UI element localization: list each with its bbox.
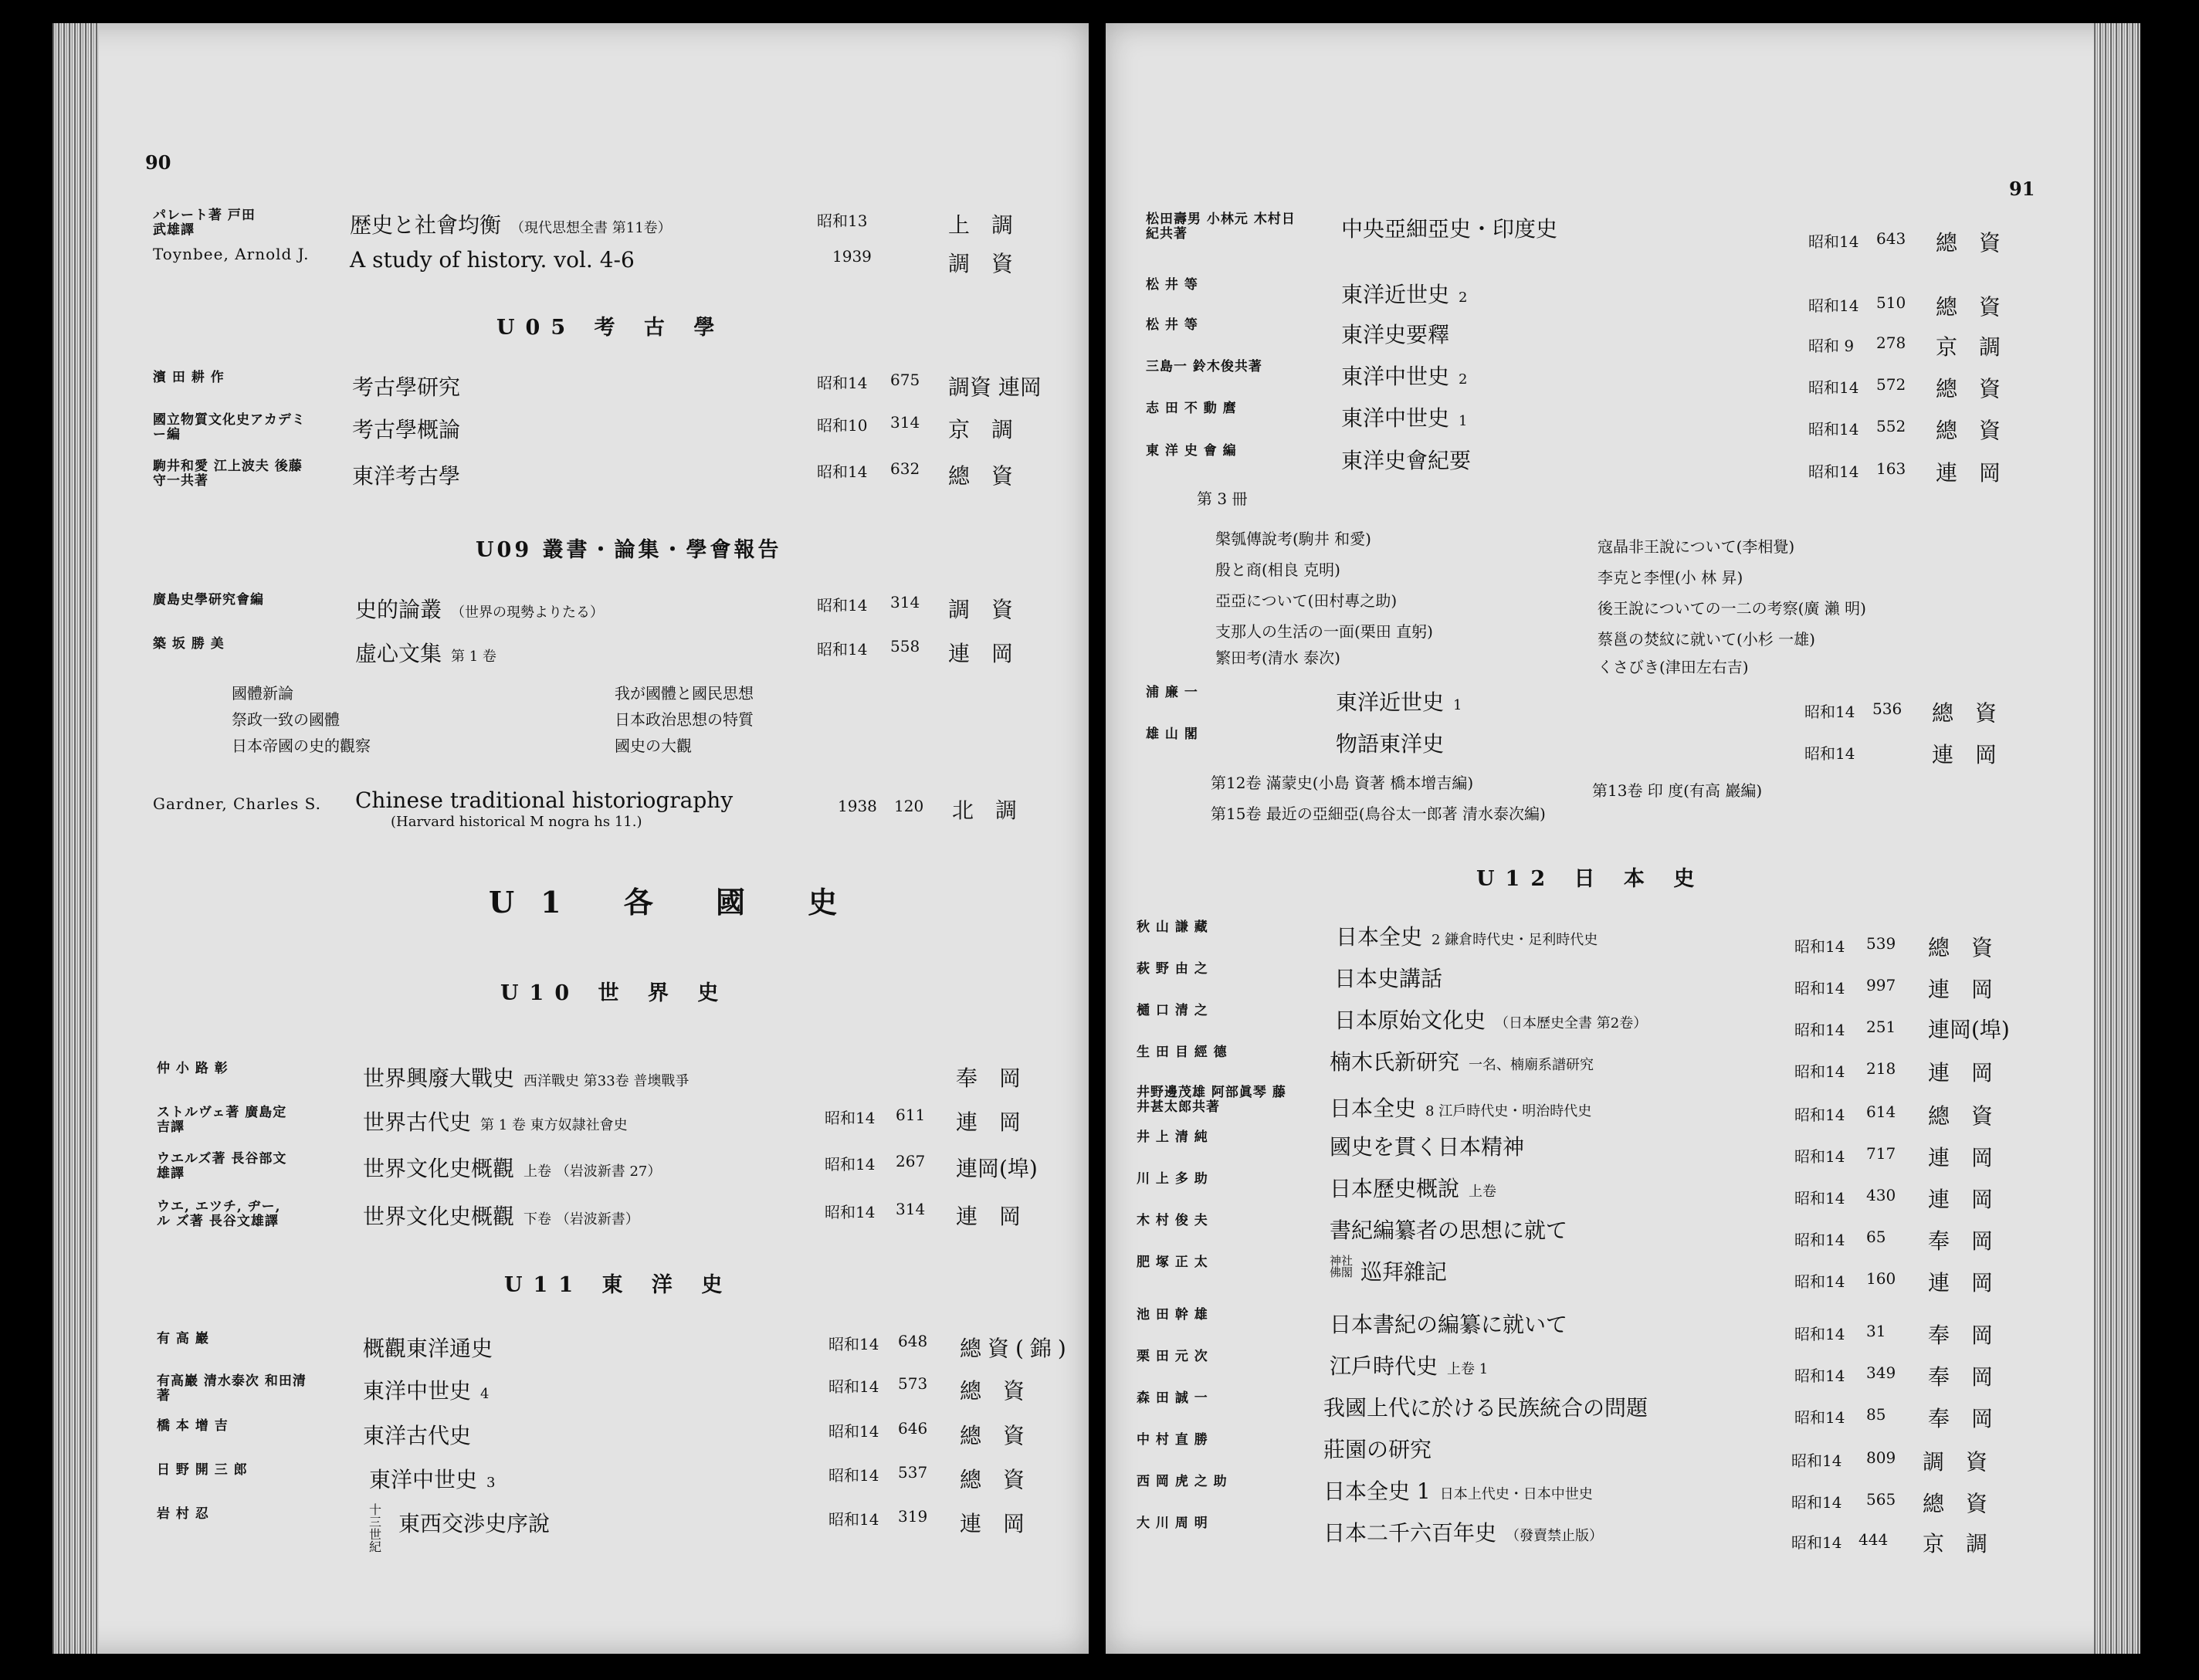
- author: 築 坂 勝 美: [153, 636, 225, 652]
- author: パレート著 戸田武雄譯: [153, 208, 256, 238]
- table-row: [53, 637, 1089, 668]
- table-row: [1106, 212, 2140, 259]
- year: 昭和14: [1794, 1106, 1845, 1124]
- author: 廣島史學研究會編: [153, 592, 264, 608]
- library-code: 京調: [948, 417, 1035, 442]
- pages: 611: [896, 1106, 926, 1124]
- library-code: 總資: [1936, 418, 2023, 443]
- year: 昭和13: [817, 212, 868, 230]
- list-item: 蔡邕の焚紋に就いて(小杉 一雄): [1598, 630, 1815, 649]
- table-row: [53, 1463, 1089, 1494]
- author: 樋 口 清 之: [1137, 1003, 1208, 1018]
- table-row: [1106, 1213, 2140, 1254]
- year: 昭和14: [1794, 1272, 1845, 1291]
- author: 栗 田 元 次: [1137, 1349, 1208, 1364]
- library-code: 奉岡: [1928, 1406, 2015, 1431]
- library-code: 連岡: [956, 1109, 1043, 1135]
- pages: 314: [890, 413, 920, 432]
- table-row: [53, 593, 1089, 624]
- pages: 558: [890, 637, 920, 655]
- subtitle: （世界の現勢よりたる）: [451, 605, 605, 621]
- pages: 997: [1866, 976, 1896, 994]
- pages: 85: [1866, 1405, 1886, 1424]
- author: 國立物質文化史アカデミー編: [153, 412, 306, 442]
- list-item: 第13卷 印 度(有高 巖編): [1592, 781, 1763, 800]
- year: 1939: [832, 247, 872, 266]
- table-row: [1106, 1254, 2140, 1296]
- pages: 267: [896, 1152, 926, 1170]
- year: 昭和14: [828, 1510, 879, 1529]
- title: 楠木氏新研究: [1330, 1049, 1460, 1075]
- title: 日本書紀の編纂に就いて: [1330, 1312, 1568, 1337]
- page-number: 90: [145, 151, 171, 174]
- table-row: [1106, 1003, 2140, 1042]
- title: 東洋近世史: [1341, 282, 1450, 307]
- list-item: 後王說についての一二の考察(廣 瀨 明): [1598, 599, 1866, 618]
- pages: 120: [894, 797, 924, 815]
- title: 日本歷史概說: [1330, 1176, 1460, 1201]
- pages: 675: [890, 371, 920, 389]
- section-heading: U10 世 界 史: [500, 981, 730, 1005]
- library-code: 總資: [1928, 1103, 2015, 1129]
- year: 昭和14: [825, 1203, 876, 1221]
- pages: 510: [1876, 293, 1906, 312]
- year: 昭和10: [817, 416, 868, 435]
- list-item: 寇晶非王說について(李相覺): [1598, 537, 1795, 556]
- year: 昭和14: [817, 640, 868, 659]
- pages: 319: [898, 1507, 928, 1526]
- pages: 565: [1866, 1490, 1896, 1509]
- library-code: 奉岡: [1928, 1228, 2015, 1254]
- table-row: [1106, 277, 2140, 320]
- pages: 536: [1872, 699, 1903, 718]
- section-heading: U09 叢書・論集・學會報告: [476, 538, 782, 562]
- title: 物語東洋史: [1336, 731, 1445, 757]
- list-item: 亞亞について(田村專之助): [1215, 591, 1398, 610]
- table-row: [53, 1152, 1089, 1183]
- library-code: 調資: [948, 597, 1035, 622]
- section-heading: U11 東 洋 史: [504, 1273, 734, 1297]
- subtitle: （發賣禁止版）: [1506, 1528, 1604, 1544]
- year: 1938: [838, 797, 877, 815]
- year: 昭和14: [828, 1335, 879, 1353]
- year: 昭和14: [828, 1377, 879, 1396]
- table-row: [53, 371, 1089, 401]
- list-item: 支那人の生活の一面(栗田 直躬): [1215, 622, 1433, 641]
- table-row: [53, 247, 1089, 278]
- library-code: 連岡: [1932, 742, 2019, 767]
- table-row: [1106, 1045, 2140, 1086]
- pages: 160: [1866, 1269, 1896, 1288]
- author: 志 田 不 動 麿: [1146, 401, 1237, 416]
- table-row: [53, 1374, 1089, 1405]
- table-row: [1106, 1390, 2140, 1431]
- table-row: [1106, 685, 2140, 726]
- title: A study of history. vol. 4-6: [350, 247, 635, 273]
- library-code: 連岡: [960, 1511, 1047, 1536]
- year: 昭和14: [1794, 1408, 1845, 1427]
- title: 東洋中世史: [1341, 405, 1450, 431]
- list-item: 李克と李悝(小 林 昇): [1598, 568, 1743, 587]
- library-code: 奉岡: [956, 1065, 1043, 1091]
- list-item: 國體新論: [232, 684, 293, 703]
- year: 昭和14: [817, 374, 868, 392]
- author: 松田壽男 小林元 木村日紀共著: [1146, 212, 1296, 242]
- pages: 632: [890, 459, 920, 478]
- table-row: [53, 208, 1089, 239]
- list-item: 我が國體と國民思想: [615, 684, 754, 703]
- subtitle: 下卷 （岩波新書）: [523, 1211, 639, 1228]
- library-code: 總資(錦): [960, 1336, 1072, 1361]
- left-page: [53, 23, 1089, 1654]
- library-code: 總資: [1936, 294, 2023, 320]
- table-row: [53, 1062, 1089, 1092]
- title: 日本二千六百年史: [1323, 1520, 1497, 1546]
- year: 昭和14: [1791, 1493, 1842, 1512]
- list-item: 第15卷 最近の亞細亞(鳥谷太一郎著 清水泰次編): [1211, 804, 1546, 823]
- library-code: 北調: [952, 798, 1039, 823]
- year: 昭和14: [817, 462, 868, 481]
- pages: 573: [898, 1374, 928, 1393]
- list-item: 日本政治思想の特質: [615, 710, 754, 729]
- library-code: 連岡: [948, 641, 1035, 666]
- library-code: 奉岡: [1928, 1364, 2015, 1390]
- pages: 218: [1866, 1059, 1896, 1078]
- table-row: [53, 1200, 1089, 1231]
- table-row: [1106, 1130, 2140, 1170]
- pages: 251: [1866, 1018, 1896, 1036]
- author: ウエ, エツチ, ヂー, ル ズ著 長谷文雄譯: [157, 1199, 281, 1229]
- year: 昭和14: [1794, 1367, 1845, 1385]
- section-heading: U05 考 古 學: [496, 316, 726, 340]
- author: 濱 田 耕 作: [153, 370, 225, 385]
- title: 莊園の研究: [1323, 1437, 1432, 1462]
- subtitle: 2: [1459, 371, 1468, 388]
- title: 江戶時代史: [1330, 1353, 1438, 1379]
- table-row: [53, 1502, 1089, 1554]
- pages: 314: [890, 593, 920, 611]
- table-row: [1106, 443, 2140, 486]
- year: 昭和14: [1808, 378, 1859, 397]
- subtitle: （現代思想全書 第11卷）: [510, 220, 672, 236]
- year: 昭和14: [1808, 232, 1859, 251]
- list-item: 日本帝國の史的觀察: [232, 737, 371, 755]
- library-code: 連岡: [1936, 460, 2023, 486]
- library-code: 總資: [948, 463, 1035, 489]
- pages: 163: [1876, 459, 1906, 478]
- list-item: 第12卷 滿蒙史(小島 資著 橋本增吉編): [1211, 774, 1474, 792]
- author: 川 上 多 助: [1137, 1171, 1208, 1187]
- table-row: [1106, 1516, 2140, 1556]
- subtitle: 2: [1459, 290, 1468, 306]
- list-item: 繁田考(清水 泰次): [1215, 649, 1340, 667]
- author: Toynbee, Arnold J.: [153, 245, 310, 263]
- list-item: 槃瓠傳說考(駒井 和愛): [1215, 530, 1371, 548]
- title: 歴史と社會均衡: [350, 212, 502, 238]
- pages: 552: [1876, 417, 1906, 435]
- library-code: 調資: [948, 251, 1035, 276]
- pages: 278: [1876, 334, 1906, 352]
- pages: 643: [1876, 229, 1906, 248]
- library-code: 調資: [1923, 1449, 2010, 1475]
- author: 大 川 周 明: [1137, 1516, 1208, 1531]
- author: ストルヴェ著 廣島定吉譯: [157, 1105, 287, 1135]
- year: 昭和14: [1794, 1325, 1845, 1343]
- library-code: 總資: [1932, 700, 2019, 726]
- title: 史的論叢: [355, 597, 442, 622]
- library-code: 連岡: [1928, 1145, 2015, 1170]
- subtitle: 2 鎌倉時代史・足利時代史: [1432, 932, 1598, 948]
- library-code: 總資: [960, 1423, 1047, 1448]
- author: 橋 本 增 吉: [157, 1418, 229, 1434]
- year: 昭和14: [1808, 420, 1859, 439]
- author: Gardner, Charles S.: [153, 794, 321, 813]
- pages: 648: [898, 1332, 928, 1350]
- title: 概觀東洋通史: [363, 1336, 493, 1361]
- title: 虛心文集: [355, 641, 442, 666]
- subtitle: 日本上代史・日本中世史: [1439, 1486, 1593, 1502]
- table-row: [53, 413, 1089, 444]
- table-row: [1106, 1349, 2140, 1390]
- pages: 539: [1866, 934, 1896, 953]
- title: 東洋中世史: [369, 1467, 478, 1492]
- author: 中 村 直 勝: [1137, 1432, 1208, 1448]
- subtitle: 8 江戶時代史・明治時代史: [1425, 1103, 1592, 1119]
- library-code: 上調: [948, 212, 1035, 238]
- author: 東 洋 史 會 編: [1146, 443, 1237, 459]
- year: 昭和14: [1808, 296, 1859, 315]
- library-code: 連岡: [1928, 977, 2015, 1002]
- library-code: 京調: [1923, 1531, 2010, 1556]
- pages: 444: [1858, 1530, 1889, 1549]
- list-item: くさびき(津田左右吉): [1598, 658, 1749, 676]
- year: 昭和14: [828, 1466, 879, 1485]
- table-row: [1106, 401, 2140, 443]
- title: 世界文化史概觀: [363, 1156, 515, 1181]
- year: 昭和14: [1794, 979, 1845, 998]
- table-row: [1106, 1307, 2140, 1348]
- pages: 614: [1866, 1102, 1896, 1121]
- library-code: 奉岡: [1928, 1323, 2015, 1348]
- subtitle: 1: [1459, 413, 1468, 429]
- title: 世界文化史概觀: [363, 1204, 515, 1229]
- library-code: 連岡: [1928, 1187, 2015, 1212]
- pages: 537: [898, 1463, 928, 1482]
- author: 有高巖 清水泰次 和田清著: [157, 1373, 307, 1404]
- subtitle: 上卷 1: [1447, 1361, 1489, 1377]
- library-code: 連岡: [1928, 1270, 2015, 1296]
- subtitle: （日本歷史全書 第2卷）: [1495, 1015, 1648, 1031]
- year: 昭和14: [1808, 462, 1859, 481]
- title: 東洋中世史: [363, 1378, 472, 1404]
- table-row: [53, 1106, 1089, 1136]
- title: 考古學研究: [352, 374, 461, 400]
- author: 生 田 目 經 德: [1137, 1045, 1228, 1060]
- title: 日本全史: [1330, 1096, 1417, 1121]
- year: 昭和14: [825, 1155, 876, 1174]
- pages: 314: [896, 1200, 926, 1218]
- table-row: [1106, 961, 2140, 1002]
- table-row: [1106, 727, 2140, 767]
- library-code: 總資: [1923, 1491, 2010, 1516]
- library-code: 總資: [1936, 376, 2023, 401]
- author: 井 上 清 純: [1137, 1130, 1208, 1145]
- year: 昭和 9: [1808, 337, 1855, 355]
- section-heading: U12 日 本 史: [1476, 867, 1706, 891]
- year: 昭和14: [1791, 1533, 1842, 1552]
- table-row: [1106, 359, 2140, 401]
- title: 國史を貫く日本精神: [1330, 1134, 1525, 1160]
- author: 秋 山 謙 藏: [1137, 920, 1208, 935]
- title: 中央亞細亞史・印度史: [1341, 216, 1558, 242]
- author: 池 田 幹 雄: [1137, 1307, 1208, 1323]
- author: 仲 小 路 彰: [157, 1061, 229, 1076]
- year: 昭和14: [828, 1422, 879, 1441]
- section-heading: U1 各 國 史: [489, 885, 864, 920]
- subtitle: 神社 佛閣: [1330, 1254, 1354, 1279]
- year: 昭和14: [1794, 1231, 1845, 1249]
- author: 日 野 開 三 郎: [157, 1462, 248, 1478]
- subtitle: 上卷 （岩波新書 27）: [523, 1163, 662, 1180]
- author: 駒井和愛 江上波夫 後藤守一共著: [153, 459, 303, 489]
- author: 井野邊茂雄 阿部眞琴 藤井甚太郎共著: [1137, 1085, 1286, 1115]
- title: 東洋史會紀要: [1341, 448, 1472, 473]
- year: 昭和14: [1804, 744, 1855, 763]
- subtitle: 第 1 卷 東方奴隷社會史: [480, 1117, 628, 1133]
- author: 木 村 俊 夫: [1137, 1213, 1208, 1228]
- table-row: [1106, 1432, 2140, 1475]
- title: 東洋近世史: [1336, 689, 1445, 715]
- library-code: 連岡(埠): [956, 1156, 1038, 1181]
- year: 昭和14: [1794, 937, 1845, 956]
- volume-label: 第 3 冊: [1197, 489, 1248, 508]
- year: 昭和14: [1794, 1147, 1845, 1166]
- author: 有 高 巖: [157, 1331, 209, 1346]
- subtitle: (Harvard historical M nogra hs 11.): [391, 814, 642, 830]
- year: 昭和14: [1804, 703, 1855, 721]
- right-page: [1106, 23, 2140, 1654]
- list-item: 國史の大觀: [615, 737, 692, 755]
- library-code: 總資: [1936, 230, 2023, 256]
- library-code: 總資: [960, 1467, 1047, 1492]
- subtitle: 上卷: [1469, 1184, 1497, 1200]
- library-code: 連岡: [1928, 1060, 2015, 1086]
- title: 東洋古代史: [363, 1423, 472, 1448]
- year: 昭和14: [1791, 1451, 1842, 1470]
- title: 東洋考古學: [352, 463, 461, 489]
- author: 森 田 誠 一: [1137, 1390, 1208, 1406]
- author: 浦 廉 一: [1146, 685, 1198, 700]
- subtitle: 一名、楠廟系譜研究: [1469, 1057, 1594, 1073]
- table-row: [53, 1419, 1089, 1450]
- title: 日本史講話: [1334, 966, 1443, 991]
- pages: 809: [1866, 1448, 1896, 1467]
- pages: 430: [1866, 1186, 1896, 1204]
- author: 岩 村 忍: [157, 1506, 209, 1522]
- library-code: 京調: [1936, 334, 2023, 360]
- table-row: [1106, 1171, 2140, 1212]
- title: 日本原始文化史: [1334, 1008, 1486, 1033]
- title: 世界興廢大戰史: [363, 1065, 515, 1091]
- title: 東西交渉史序說: [398, 1511, 551, 1536]
- title: 日本全史: [1336, 924, 1423, 950]
- author: 西 岡 虎 之 助: [1137, 1474, 1228, 1489]
- title: 日本全史 1: [1323, 1478, 1431, 1504]
- library-code: 總資: [960, 1378, 1047, 1404]
- title: Chinese traditional historiography: [355, 788, 734, 813]
- title: 書紀編纂者の思想に就て: [1330, 1218, 1568, 1243]
- title: 我國上代に於ける民族統合の問題: [1323, 1395, 1648, 1421]
- pages: 646: [898, 1419, 928, 1438]
- library-code: 總資: [1928, 935, 2015, 960]
- author: 松 井 等: [1146, 277, 1198, 293]
- list-item: 祭政一致の國體: [232, 710, 340, 729]
- subtitle: 西洋戰史 第33卷 普墺戰爭: [523, 1073, 690, 1089]
- pages: 717: [1866, 1144, 1896, 1163]
- subtitle: 4: [480, 1386, 490, 1402]
- table-row: [1106, 1474, 2140, 1516]
- pages: 65: [1866, 1228, 1886, 1246]
- author: ウエルズ著 長谷部文雄譯: [157, 1151, 287, 1181]
- author: 雄 山 閣: [1146, 727, 1198, 742]
- table-row: [1106, 920, 2140, 960]
- author: 松 井 等: [1146, 317, 1198, 333]
- title: 東洋中世史: [1341, 364, 1450, 389]
- table-row: [1106, 317, 2140, 360]
- year: 昭和14: [825, 1109, 876, 1127]
- year: 昭和14: [817, 596, 868, 615]
- page-number: 91: [2009, 178, 2035, 200]
- pages: 31: [1866, 1322, 1886, 1340]
- subtitle: 第 1 卷: [451, 649, 496, 665]
- subtitle: 十三世紀: [369, 1502, 382, 1554]
- subtitle: 3: [486, 1475, 496, 1491]
- title: 世界古代史: [363, 1109, 472, 1135]
- table-row: [53, 788, 1089, 834]
- title: 考古學概論: [352, 417, 461, 442]
- year: 昭和14: [1794, 1021, 1845, 1039]
- author: 萩 野 由 之: [1137, 961, 1208, 977]
- author: 三島一 鈴木俊共著: [1146, 359, 1262, 374]
- pages: 572: [1876, 375, 1906, 394]
- pages: 349: [1866, 1363, 1896, 1382]
- title: 巡拜雜記: [1360, 1259, 1448, 1285]
- library-code: 調資 連岡: [948, 374, 1042, 400]
- library-code: 連岡: [956, 1204, 1043, 1229]
- table-row: [53, 459, 1089, 490]
- table-row: [53, 1332, 1089, 1363]
- subtitle: 1: [1453, 697, 1462, 713]
- list-item: 殷と商(相良 克明): [1215, 561, 1340, 579]
- title: 東洋史要釋: [1341, 322, 1450, 347]
- year: 昭和14: [1794, 1062, 1845, 1081]
- year: 昭和14: [1794, 1189, 1845, 1208]
- library-code: 連岡(埠): [1928, 1017, 2010, 1042]
- author: 肥 塚 正 太: [1137, 1255, 1208, 1270]
- table-row: [1106, 1085, 2140, 1129]
